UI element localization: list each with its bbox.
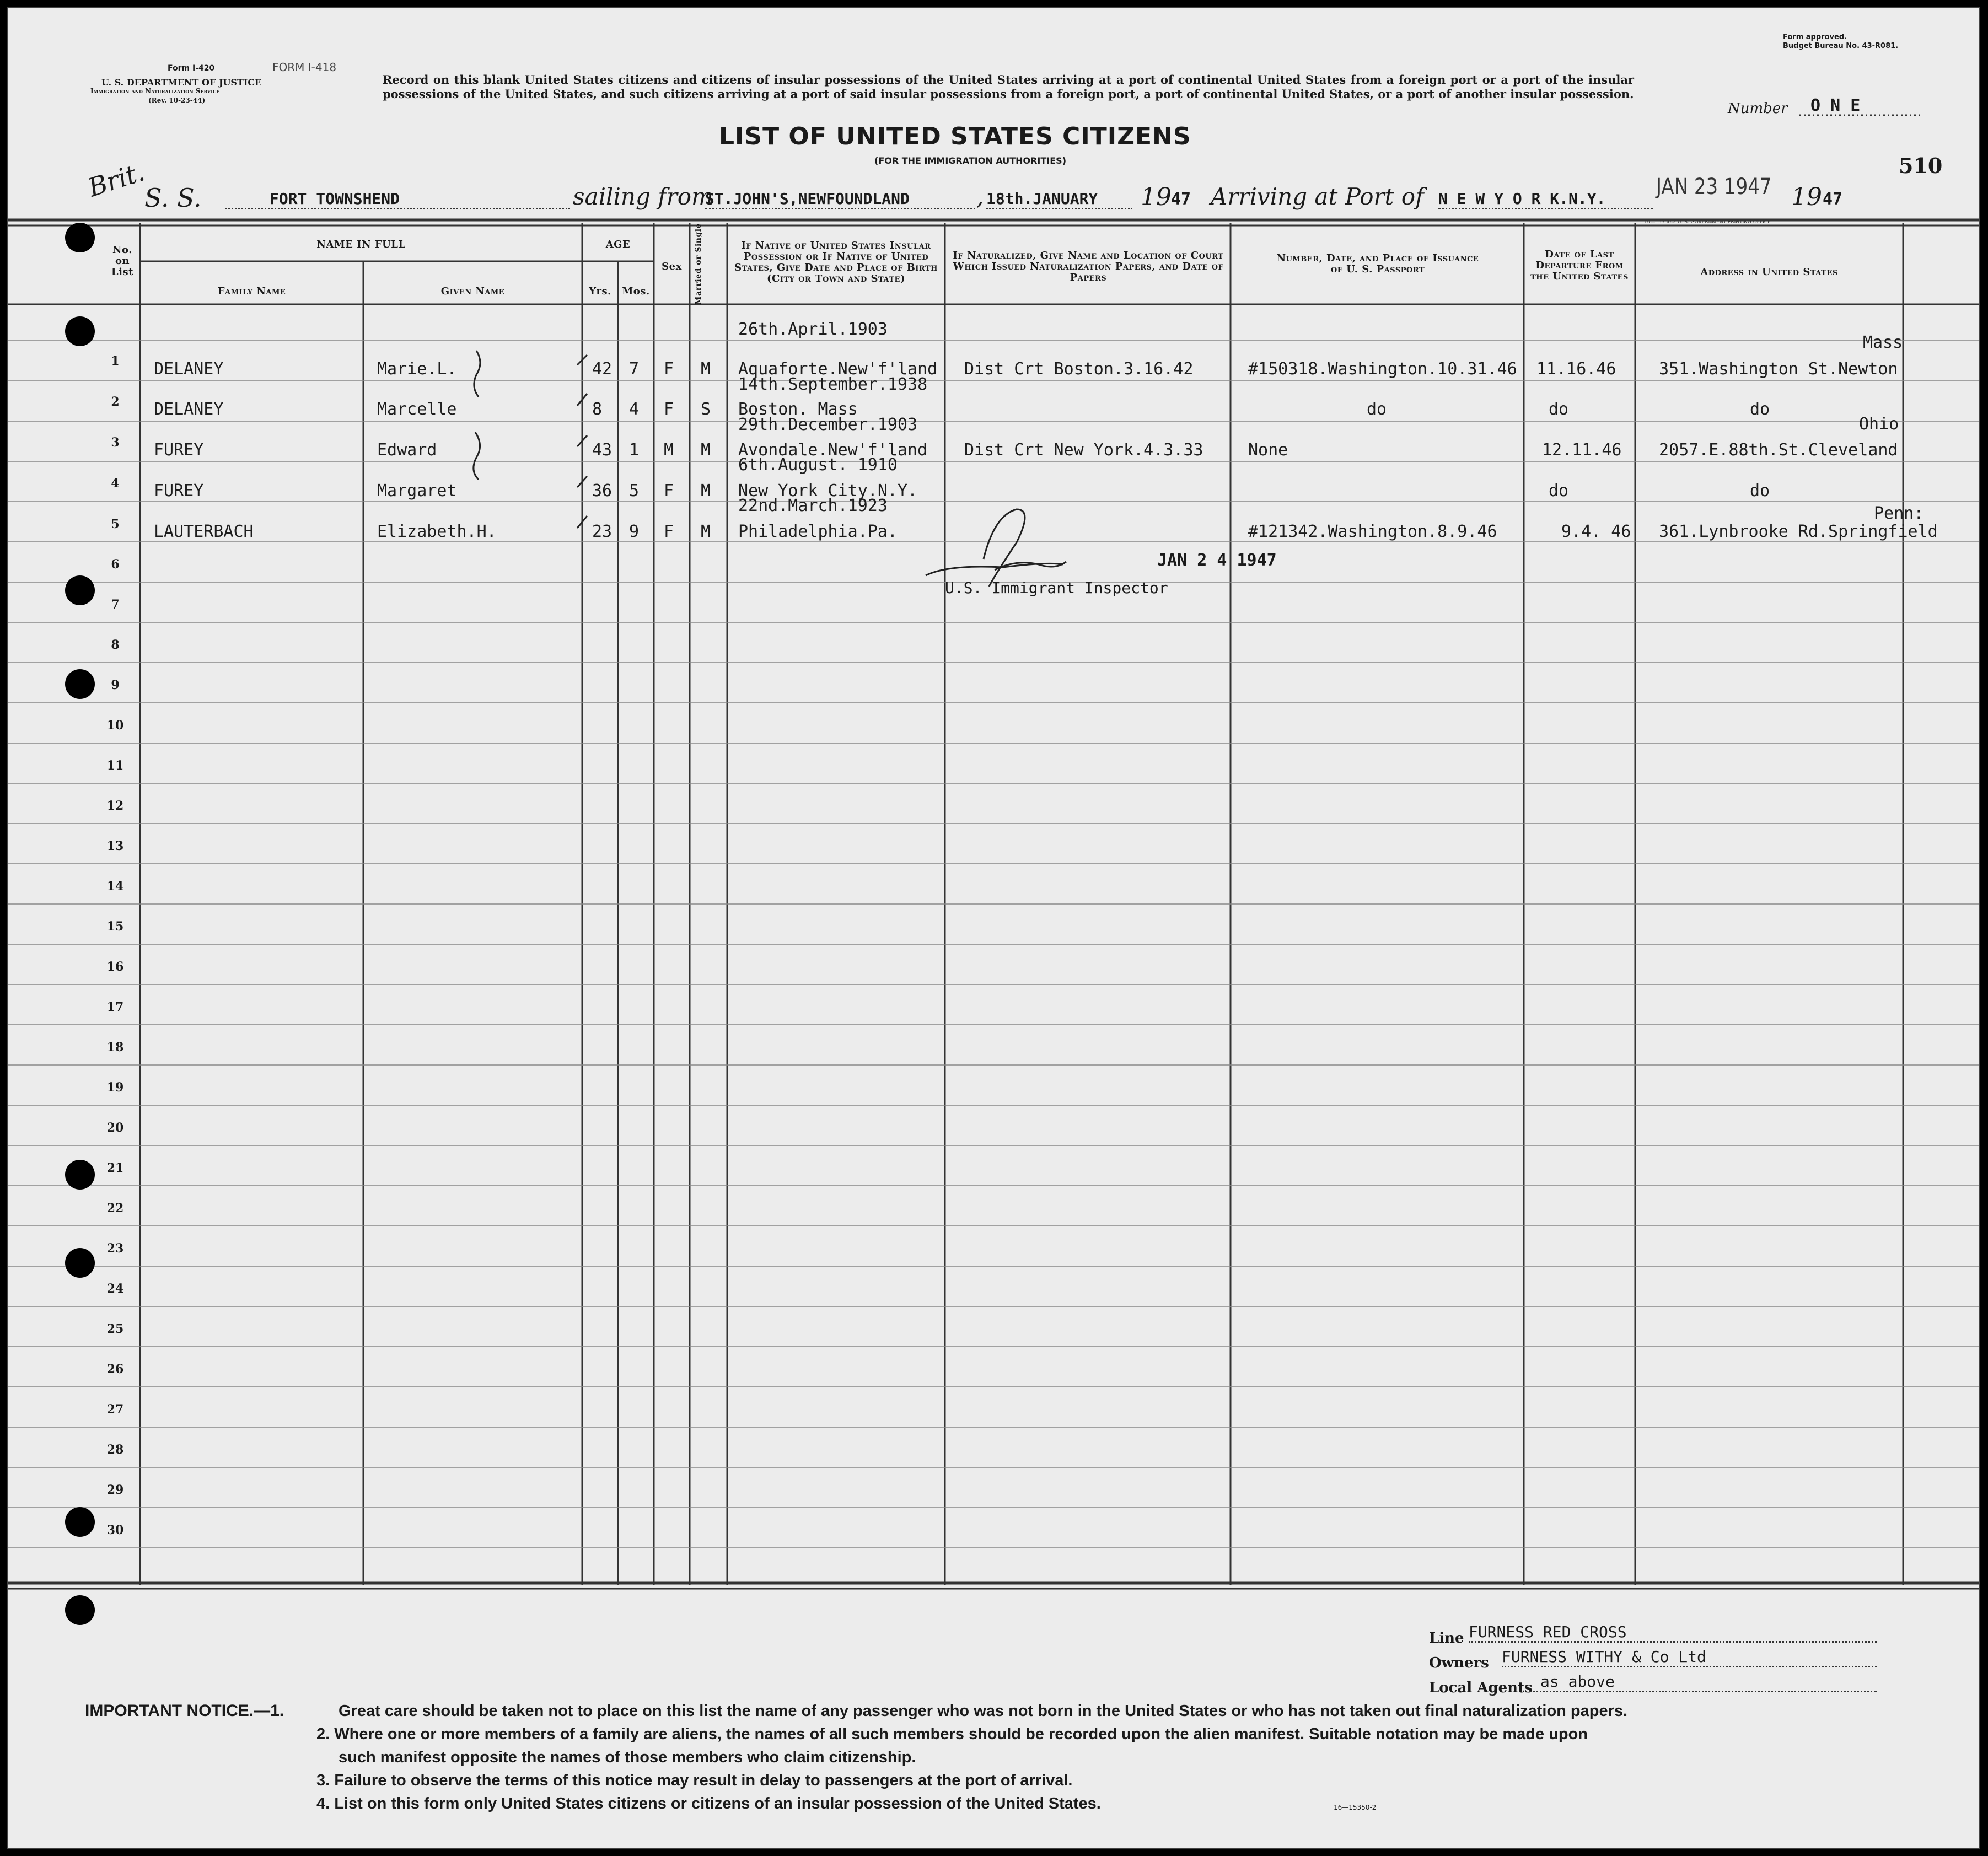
age-years: 8 [592, 400, 603, 419]
row-number: 26 [106, 1362, 124, 1376]
row-number: 27 [106, 1402, 124, 1417]
printer-note: 16—15350-2 U. S. GOVERNMENT PRINTING OFFICE [1644, 219, 1771, 225]
row-number: 21 [106, 1161, 124, 1175]
passport: None [1248, 440, 1288, 460]
comma-1: , [976, 183, 984, 210]
department: U. S. DEPARTMENT OF JUSTICE [101, 77, 262, 88]
number-value: O N E [1810, 96, 1861, 115]
notice-4: 4. List on this form only United States citizens or citizens of an insular possession of the United States. [316, 1795, 1101, 1812]
passport: #121342.Washington.8.9.46 [1248, 522, 1497, 541]
header-married: Married or Single [694, 223, 703, 305]
departure-date: 12.11.46 [1542, 440, 1622, 460]
inspection-stamp-date: JAN 2 4 1947 [1157, 551, 1277, 570]
header-naturalized: If Naturalized, Give Name and Location of Court Which Issued Naturalization Papers, and Date of Papers [953, 250, 1224, 283]
row-number: 6 [111, 557, 120, 572]
owners-value: FURNESS WITHY & Co Ltd [1502, 1648, 1877, 1667]
row-number: 22 [106, 1201, 124, 1215]
year-prefix-1: 19 [1141, 183, 1172, 211]
agents-value: as above [1529, 1672, 1877, 1692]
age-months: 5 [629, 481, 640, 501]
page-subtitle: (FOR THE IMMIGRATION AUTHORITIES) [874, 155, 1067, 166]
instruction-text: Record on this blank United States citizens and citizens of insular possessions of the United States arriving at a port of continental United States from a foreign port or a port of the insular possessions of the United States, and such citizens arriving at a port of said insular possessions from a foreign port, a port of continental United States, or a port of another insular possession. [383, 73, 1634, 101]
row-number: 24 [106, 1282, 124, 1296]
header-departure: Date of Last Departure From the United States [1530, 249, 1629, 282]
row-number: 15 [106, 919, 124, 934]
row-number: 16 [106, 960, 124, 974]
number-label: Number [1728, 100, 1788, 117]
naturalization: Dist Crt Boston.3.16.42 [964, 359, 1194, 379]
departure-date: do [1549, 400, 1569, 419]
row-number: 3 [111, 435, 120, 450]
row-number: 11 [106, 758, 124, 773]
header-no: No. on List [111, 244, 133, 278]
header-sex: Sex [662, 261, 682, 272]
table-grid [8, 8, 1980, 1849]
depart-date: 18th.JANUARY [986, 190, 1132, 209]
birth-date: 26th.April.1903 [738, 320, 888, 339]
birth-date: 14th.September.1938 [738, 375, 928, 394]
row-number: 18 [106, 1040, 124, 1055]
row-number: 10 [106, 718, 124, 733]
depart-year: 47 [1171, 190, 1191, 209]
budget-bureau: Budget Bureau No. 43-R081. [1783, 42, 1899, 50]
row-number: 2 [111, 395, 120, 409]
row-number: 4 [111, 476, 120, 491]
row-number: 25 [106, 1322, 124, 1336]
row-number: 20 [106, 1121, 124, 1135]
header-given-name: Given Name [440, 286, 505, 297]
family-name: DELANEY [154, 359, 224, 379]
age-months: 4 [629, 400, 640, 419]
birth-date: 6th.August. 1910 [738, 455, 898, 475]
age-years: 42 [592, 359, 612, 379]
arrival-stamp: JAN 23 1947 [1656, 174, 1772, 200]
age-years: 36 [592, 481, 612, 501]
age-years: 43 [592, 440, 612, 460]
revision: (Rev. 10-23-44) [148, 96, 206, 104]
marital-status: S [701, 400, 711, 419]
arriving-label: Arriving at Port of [1211, 183, 1424, 210]
departure-date: 9.4. 46 [1561, 522, 1631, 541]
sex: F [664, 481, 674, 501]
header-yrs: Yrs. [589, 286, 611, 297]
birth-date: 29th.December.1903 [738, 415, 918, 434]
sailing-label: sailing from [573, 183, 713, 210]
given-name: Margaret [377, 481, 457, 501]
family-name: LAUTERBACH [154, 522, 254, 541]
header-passport: Number, Date, and Place of Issuance of U. S. Passport [1276, 252, 1479, 275]
given-name: Elizabeth.H. [377, 522, 497, 541]
birth-place: Philadelphia.Pa. [738, 522, 898, 541]
arrival-year: 47 [1823, 190, 1843, 209]
passport: #150318.Washington.10.31.46 [1248, 359, 1517, 379]
departure-date: 11.16.46 [1536, 359, 1616, 379]
birth-place: Avondale.New'f'land [738, 440, 928, 460]
address-state: Mass [1863, 333, 1903, 352]
row-number: 1 [111, 354, 120, 368]
ship-name: FORT TOWNSHEND [225, 190, 570, 209]
birth-date: 22nd.March.1923 [738, 496, 888, 515]
punch-hole [65, 1595, 95, 1625]
address-state: Ohio [1859, 415, 1899, 434]
row-number: 29 [106, 1483, 124, 1497]
header-family-name: Family Name [217, 286, 286, 297]
nationality-annotation: Brit. [84, 157, 148, 203]
departure-date: do [1549, 481, 1569, 501]
row-number: 8 [111, 638, 120, 652]
row-number: 7 [111, 598, 120, 612]
marital-status: M [701, 522, 711, 541]
from-port: ST.JOHN'S,NEWFOUNDLAND [705, 190, 975, 209]
owners-label: Owners [1429, 1655, 1489, 1671]
age-months: 1 [629, 440, 640, 460]
notice-3: 3. Failure to observe the terms of this notice may result in delay to passengers at the port of arrival. [316, 1772, 1073, 1789]
row-number: 17 [106, 1000, 124, 1014]
address: do [1750, 400, 1770, 419]
family-name: FUREY [154, 440, 204, 460]
row-number: 28 [106, 1443, 124, 1457]
notice-title: IMPORTANT NOTICE.—1. [85, 1702, 284, 1720]
naturalization: Dist Crt New York.4.3.33 [964, 440, 1203, 460]
family-name: DELANEY [154, 400, 224, 419]
row-number: 19 [106, 1080, 124, 1095]
address: do [1750, 481, 1770, 501]
row-number: 30 [106, 1523, 124, 1537]
birth-place: Boston. Mass [738, 400, 858, 419]
inspector-label: U.S. Immigrant Inspector [945, 579, 1168, 597]
punch-hole [65, 316, 95, 346]
page-number: 510 [1899, 153, 1943, 178]
sex: M [664, 440, 674, 460]
row-number: 12 [106, 799, 124, 813]
sex: F [664, 359, 674, 379]
row-number: 13 [106, 839, 124, 853]
given-name: Marcelle [377, 400, 457, 419]
marital-status: M [701, 481, 711, 501]
address: 361.Lynbrooke Rd.Springfield [1659, 522, 1938, 541]
birth-place: Aquaforte.New'f'land [738, 359, 938, 379]
punch-hole [65, 223, 95, 252]
given-name: Marie.L. [377, 359, 457, 379]
header-mos: Mos. [622, 286, 650, 297]
line-label: Line [1429, 1630, 1464, 1647]
row-number: 9 [111, 678, 120, 692]
service: Immigration and Naturalization Service [90, 87, 220, 95]
row-number: 23 [106, 1241, 124, 1256]
sex: F [664, 400, 674, 419]
printer-code: 16—15350-2 [1334, 1804, 1377, 1811]
address: 2057.E.88th.St.Cleveland [1659, 440, 1898, 460]
form-stamp: FORM I-418 [272, 61, 337, 74]
header-name-in-full: NAME IN FULL [316, 239, 406, 250]
address: 351.Washington St.Newton [1659, 359, 1898, 379]
year-prefix-2: 19 [1791, 183, 1822, 211]
form-code: Form I-420 [168, 64, 215, 73]
notice-1: Great care should be taken not to place on this list the name of any passenger who was not born in the United States or who has not taken out final naturalization papers. [339, 1702, 1628, 1720]
address-state: Penn: [1874, 504, 1924, 523]
header-age: AGE [605, 239, 631, 250]
row-number: 14 [106, 879, 124, 894]
agents-label: Local Agents [1429, 1680, 1533, 1696]
header-native: If Native of United States Insular Possession or If Native of United States, Give Date and Place of Birth (City or Town and State) [734, 240, 938, 284]
given-name: Edward [377, 440, 437, 460]
arrival-port: N E W Y O R K.N.Y. [1438, 190, 1653, 209]
family-name: FUREY [154, 481, 204, 501]
form-approved: Form approved. [1783, 33, 1847, 41]
age-months: 9 [629, 522, 640, 541]
ss-label: S. S. [144, 183, 202, 213]
age-months: 7 [629, 359, 640, 379]
manifest-sheet [7, 7, 1980, 1849]
header-address: Address in United States [1700, 266, 1838, 278]
passport: do [1367, 400, 1387, 419]
birth-place: New York City.N.Y. [738, 481, 918, 501]
marital-status: M [701, 359, 711, 379]
notice-2b: such manifest opposite the names of those members who claim citizenship. [339, 1749, 916, 1766]
row-number: 5 [111, 517, 120, 531]
sex: F [664, 522, 674, 541]
line-value: FURNESS RED CROSS [1469, 1623, 1877, 1643]
notice-2a: 2. Where one or more members of a family are aliens, the names of all such members should be recorded upon the alien manifest. Suitable notation may be made upon [316, 1725, 1588, 1743]
page-title: LIST OF UNITED STATES CITIZENS [719, 122, 1191, 150]
age-years: 23 [592, 522, 612, 541]
marital-status: M [701, 440, 711, 460]
